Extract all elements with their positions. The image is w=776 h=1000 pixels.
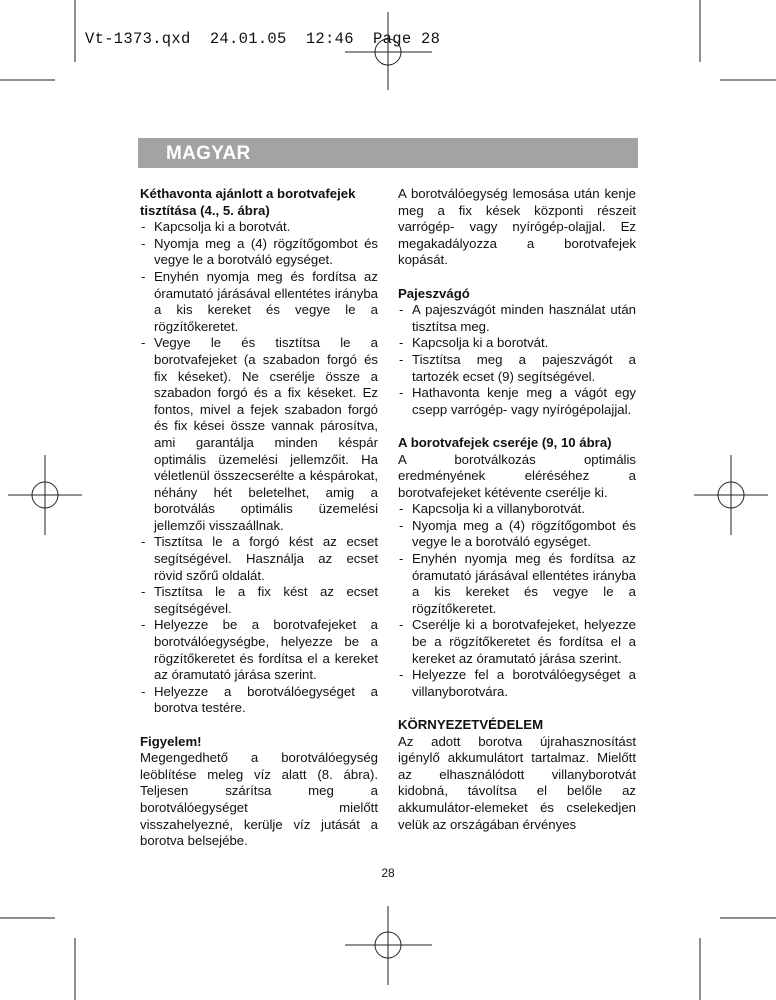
list-item: - Nyomja meg a (4) rögzítőgombot és vegye le a borotváló egységet. bbox=[140, 236, 378, 269]
file-slug: Vt-1373.qxd 24.01.05 12:46 Page 28 bbox=[85, 30, 441, 48]
registration-mark-left bbox=[8, 455, 82, 535]
environment-text: Az adott borotva újrahasznosítást igénylő akkumulátort tartalmaz. Mielőtt az elhasználódott villanyborotvát kidobná, távolítsa el belőle az akkumulátor-elemeket és cselekedjen velük az országában érvényes bbox=[398, 733, 636, 832]
language-label: MAGYAR bbox=[166, 143, 251, 164]
list-item: - Cserélje ki a borotvafejeket, helyezze be a rögzítőkeretet és fordítsa el a kereket az óramutató járása szerint. bbox=[398, 617, 636, 667]
trimmer-steps-list bbox=[398, 302, 636, 418]
section-title-replacement: A borotvafejek cseréje (9, 10 ábra) bbox=[398, 434, 612, 450]
registration-mark-top bbox=[345, 12, 432, 90]
section-title-cleaning: Kéthavonta ajánlott a borotvafejek tisztítása (4., 5. ábra) bbox=[140, 186, 356, 218]
page-number: 28 bbox=[381, 866, 395, 880]
section-title-environment: KÖRNYEZETVÉDELEM bbox=[398, 717, 544, 732]
list-item: - Hathavonta kenje meg a vágót egy csepp varrógép- vagy nyírógépolajjal. bbox=[398, 385, 636, 418]
intro-paragraph: A borotválóegység lemosása után kenje meg a fix kések központi részeit varrógép- vagy nyírógép-olajjal. Ez megakadályozza a borotvafejek kopását. bbox=[398, 186, 636, 268]
warning-text: Megengedhető a borotválóegység leöblítése meleg víz alatt (8. ábra). Teljesen szárítsa meg a borotválóegységet mielőtt visszahelyezné, kerülje víz jutását a borotva belsejébe. bbox=[140, 750, 378, 849]
list-item: - Kapcsolja ki a borotvát. bbox=[398, 335, 636, 352]
language-header-bar bbox=[138, 138, 638, 168]
list-item: - A pajeszvágót minden használat után tisztítsa meg. bbox=[398, 302, 636, 335]
list-item: - Helyezze a borotválóegységet a borotva testére. bbox=[140, 684, 378, 717]
registration-mark-bottom bbox=[345, 906, 432, 985]
left-column bbox=[140, 186, 378, 850]
list-item: - Kapcsolja ki a villanyborotvát. bbox=[398, 501, 636, 518]
section-title-warning: Figyelem! bbox=[140, 733, 202, 749]
cleaning-steps-list bbox=[140, 219, 378, 717]
registration-mark-right bbox=[694, 455, 768, 535]
list-item: - Tisztítsa meg a pajeszvágót a tartozék ecset (9) segítségével. bbox=[398, 352, 636, 385]
replacement-steps-list bbox=[398, 501, 636, 700]
list-item: - Nyomja meg a (4) rögzítőgombot és vegye le a borotváló egységet. bbox=[398, 518, 636, 551]
section-title-trimmer: Pajeszvágó bbox=[398, 285, 470, 301]
list-item: - Tisztítsa le a forgó kést az ecset segítségével. Használja az ecset rövid szőrű oldalát. bbox=[140, 534, 378, 584]
list-item: - Kapcsolja ki a borotvát. bbox=[140, 219, 378, 236]
list-item: - Tisztítsa le a fix kést az ecset segítségével. bbox=[140, 584, 378, 617]
list-item: - Vegye le és tisztítsa le a borotvafejeket (a szabadon forgó és fix késeket). Ne cserélje össze a szabadon forgó és a fix késeket. Ez fontos, mivel a fejek szabadon forgó és fix kései össze vannak párosítva, ami garantálja minden késpár optimális üzemelési jellemzőit. Ha véletlenül összecserélte a késpárokat, néhány hét beletelhet, amig a borotválás optimális üzemelési jellemzői visszaállnak. bbox=[140, 335, 378, 534]
list-item: - Enyhén nyomja meg és fordítsa az óramutató járásával ellentétes irányba a kis kereket és vegye le a rögzítőkeretet. bbox=[140, 269, 378, 335]
list-item: - Enyhén nyomja meg és fordítsa az óramutató járásával ellentétes irányba a kis kereket és vegye le a rögzítőkeretet. bbox=[398, 551, 636, 617]
list-item: - Helyezze fel a borotválóegységet a villanyborotvára. bbox=[398, 667, 636, 700]
list-item: - Helyezze be a borotvafejeket a borotválóegységbe, helyezze be a rögzítőkeretet és fordítsa el a kereket az óramutató járása szerint. bbox=[140, 617, 378, 683]
right-column bbox=[398, 186, 636, 833]
replacement-intro: A borotválkozás optimális eredményének eléréséhez a borotvafejeket kétévente cserélje ki. bbox=[398, 451, 636, 500]
